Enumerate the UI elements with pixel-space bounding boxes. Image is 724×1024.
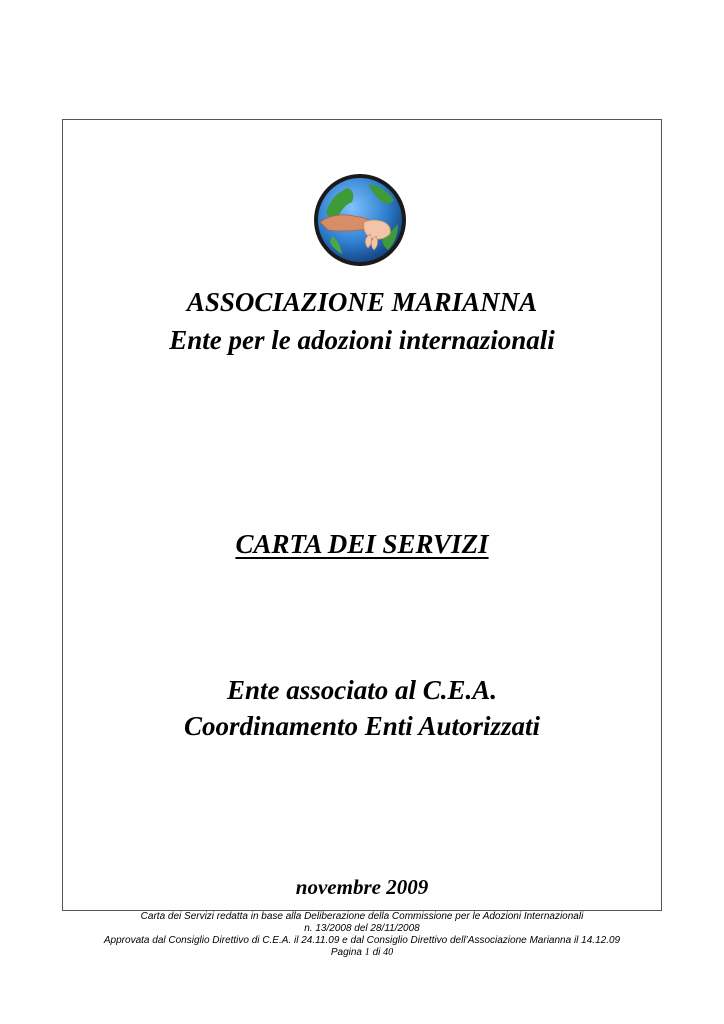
globe-hands-logo-icon xyxy=(312,172,408,268)
association-line-1: Ente associato al C.E.A. xyxy=(226,675,498,705)
footer-line-1: Carta dei Servizi redatta in base alla Deliberazione della Commissione per le Adozioni Internazionali xyxy=(140,911,584,922)
document-title xyxy=(62,528,662,560)
organization-name: ASSOCIAZIONE MARIANNA xyxy=(186,287,538,317)
footer-line-2: n. 13/2008 del 28/11/2008 xyxy=(304,923,420,934)
page-label: Pagina xyxy=(330,947,362,958)
page-separator: di xyxy=(372,947,381,958)
page-total: 40 xyxy=(383,947,394,958)
footer-page-indicator xyxy=(30,947,694,959)
association-line-2: Coordinamento Enti Autorizzati xyxy=(183,711,541,741)
page-footer xyxy=(30,911,694,959)
document-date: novembre 2009 xyxy=(295,875,429,899)
page-current: 1 xyxy=(364,947,370,958)
organization-subtitle: Ente per le adozioni internazionali xyxy=(169,325,555,355)
footer-line-3: Approvata dal Consiglio Direttivo di C.E.A. il 24.11.09 e dal Consiglio Direttivo dell’Associazione Marianna il 14.12.09 xyxy=(103,935,621,946)
document-title-text: CARTA DEI SERVIZI xyxy=(235,529,489,559)
